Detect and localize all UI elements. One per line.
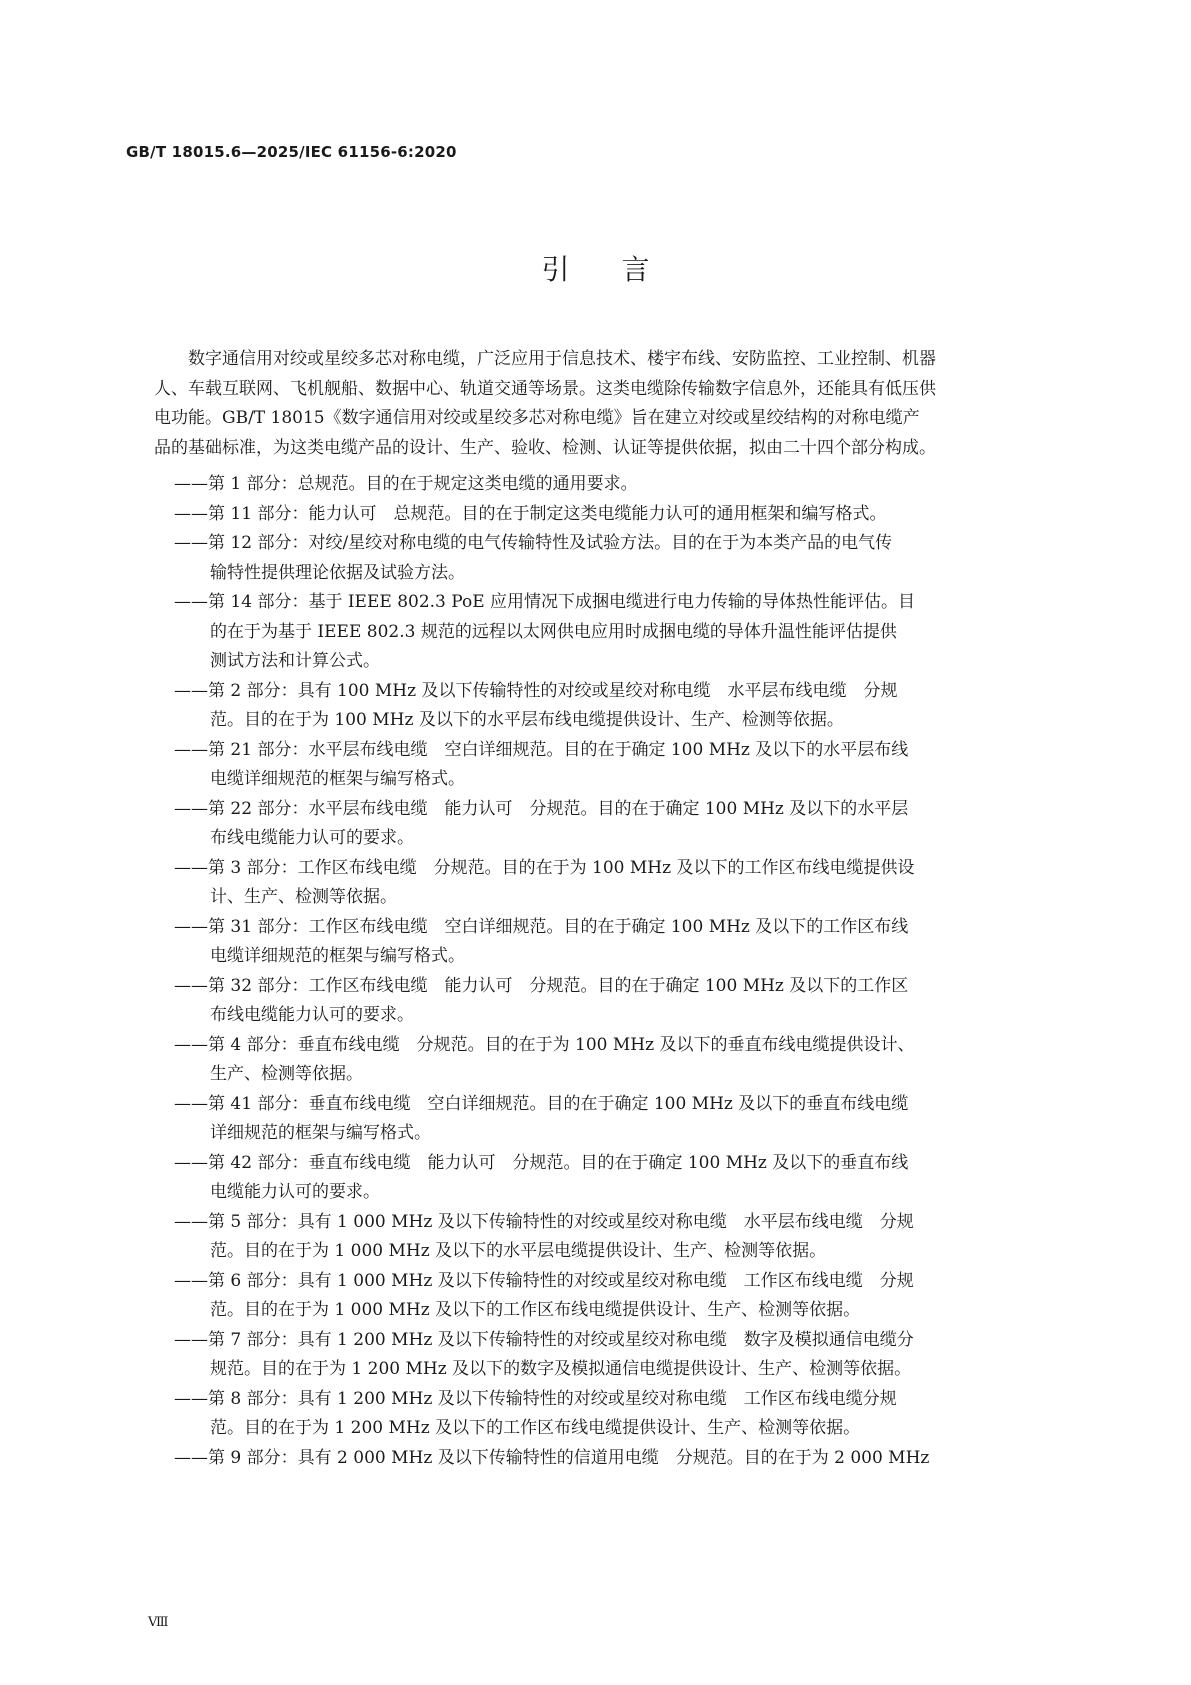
part-list-item-continuation: 电缆能力认可的要求。 (210, 1182, 380, 1202)
intro-line: 人、车载互联网、飞机舰船、数据中心、轨道交通等场景。这类电缆除传输数字信息外，还能具有低压供 (154, 378, 936, 399)
part-list-item (154, 500, 1056, 530)
part-list-item-continuation: 的在于为基于 IEEE 802.3 规范的远程以太网供电应用时成捆电缆的导体升温性能评估提供 (210, 621, 897, 642)
part-list-item-line: ——第 6 部分：具有 1 000 MHz 及以下传输特性的对绞或星绞对称电缆 工作区布线电缆 分规 (174, 1270, 914, 1291)
part-list-item (154, 795, 1056, 854)
part-list-item-line: ——第 21 部分：水平层布线电缆 空白详细规范。目的在于确定 100 MHz 及以下的水平层布线 (174, 739, 909, 760)
part-list-item (154, 972, 1056, 1031)
page-title: 引言 (541, 253, 702, 286)
part-list-item-line: ——第 1 部分：总规范。目的在于规定这类电缆的通用要求。 (174, 474, 638, 494)
part-list (154, 470, 1056, 1473)
part-list-item (154, 529, 1056, 588)
page-number: Ⅷ (148, 1615, 169, 1630)
part-list-item (154, 913, 1056, 972)
part-list-item-line: ——第 41 部分：垂直布线电缆 空白详细规范。目的在于确定 100 MHz 及以下的垂直布线电缆 (174, 1093, 909, 1114)
part-list-item-line: ——第 5 部分：具有 1 000 MHz 及以下传输特性的对绞或星绞对称电缆 水平层布线电缆 分规 (174, 1211, 914, 1232)
intro-line: 数字通信用对绞或星绞多芯对称电缆，广泛应用于信息技术、楼宇布线、安防监控、工业控制、机器 (188, 349, 936, 369)
part-list-item-continuation: 范。目的在于为 100 MHz 及以下的水平层布线电缆提供设计、生产、检测等依据。 (210, 710, 844, 730)
part-list-item-line: ——第 22 部分：水平层布线电缆 能力认可 分规范。目的在于确定 100 MHz 及以下的水平层 (174, 798, 909, 819)
part-list-item (154, 854, 1056, 913)
part-list-item-line: ——第 3 部分：工作区布线电缆 分规范。目的在于为 100 MHz 及以下的工作区布线电缆提供设 (174, 857, 915, 878)
part-list-item-line: ——第 14 部分：基于 IEEE 802.3 PoE 应用情况下成捆电缆进行电力传输的导体热性能评估。目 (174, 592, 916, 612)
part-list-item-line: ——第 4 部分：垂直布线电缆 分规范。目的在于为 100 MHz 及以下的垂直布线电缆提供设计、 (174, 1034, 915, 1055)
part-list-item (154, 736, 1056, 795)
part-list-item-continuation: 详细规范的框架与编写格式。 (210, 1123, 431, 1143)
part-list-item-continuation: 范。目的在于为 1 000 MHz 及以下的工作区布线电缆提供设计、生产、检测等依据。 (210, 1300, 861, 1320)
part-list-item (154, 1267, 1056, 1326)
intro-paragraph (154, 345, 1056, 463)
part-list-item-line: ——第 9 部分：具有 2 000 MHz 及以下传输特性的信道用电缆 分规范。目的在于为 2 000 MHz (174, 1447, 930, 1468)
part-list-item-continuation: 电缆详细规范的框架与编写格式。 (210, 769, 465, 789)
part-list-item-continuation: 生产、检测等依据。 (210, 1064, 363, 1084)
part-list-item-continuation: 测试方法和计算公式。 (210, 651, 380, 671)
part-list-item-continuation: 输特性提供理论依据及试验方法。 (210, 562, 465, 583)
part-list-item (154, 1326, 1056, 1385)
part-list-item-continuation: 范。目的在于为 1 000 MHz 及以下的水平层电缆提供设计、生产、检测等依据。 (210, 1241, 827, 1261)
part-list-item-line: ——第 2 部分：具有 100 MHz 及以下传输特性的对绞或星绞对称电缆 水平层布线电缆 分规 (174, 680, 898, 701)
part-list-item (154, 1208, 1056, 1267)
part-list-item-line: ——第 8 部分：具有 1 200 MHz 及以下传输特性的对绞或星绞对称电缆 工作区布线电缆分规 (174, 1388, 897, 1409)
part-list-item (154, 1149, 1056, 1208)
part-list-item (154, 1385, 1056, 1444)
part-list-item-continuation: 布线电缆能力认可的要求。 (210, 1005, 414, 1025)
part-list-item-line: ——第 32 部分：工作区布线电缆 能力认可 分规范。目的在于确定 100 MHz 及以下的工作区 (174, 975, 909, 996)
standard-number-header: GB/T 18015.6—2025/IEC 61156-6:2020 (126, 143, 457, 161)
part-list-item-line: ——第 42 部分：垂直布线电缆 能力认可 分规范。目的在于确定 100 MHz 及以下的垂直布线 (174, 1152, 909, 1173)
part-list-item (154, 1031, 1056, 1090)
intro-line: 电功能。GB/T 18015《数字通信用对绞或星绞多芯对称电缆》旨在建立对绞或星绞结构的对称电缆产 (154, 408, 920, 428)
part-list-item (154, 470, 1056, 500)
part-list-item-line: ——第 31 部分：工作区布线电缆 空白详细规范。目的在于确定 100 MHz 及以下的工作区布线 (174, 916, 909, 937)
intro-line: 品的基础标准，为这类电缆产品的设计、生产、验收、检测、认证等提供依据，拟由二十四个部分构成。 (154, 437, 936, 458)
part-list-item-continuation: 计、生产、检测等依据。 (210, 887, 397, 907)
part-list-item (154, 588, 1056, 677)
part-list-item-continuation: 电缆详细规范的框架与编写格式。 (210, 946, 465, 966)
part-list-item-continuation: 布线电缆能力认可的要求。 (210, 828, 414, 848)
part-list-item (154, 1444, 1056, 1474)
part-list-item (154, 1090, 1056, 1149)
part-list-item (154, 677, 1056, 736)
part-list-item-line: ——第 7 部分：具有 1 200 MHz 及以下传输特性的对绞或星绞对称电缆 数字及模拟通信电缆分 (174, 1329, 914, 1350)
part-list-item-line: ——第 11 部分：能力认可 总规范。目的在于制定这类电缆能力认可的通用框架和编写格式。 (174, 503, 887, 524)
part-list-item-continuation: 范。目的在于为 1 200 MHz 及以下的工作区布线电缆提供设计、生产、检测等依据。 (210, 1418, 861, 1438)
part-list-item-line: ——第 12 部分：对绞/星绞对称电缆的电气传输特性及试验方法。目的在于为本类产品的电气传 (174, 533, 893, 553)
part-list-item-continuation: 规范。目的在于为 1 200 MHz 及以下的数字及模拟通信电缆提供设计、生产、检测等依据。 (210, 1359, 912, 1379)
